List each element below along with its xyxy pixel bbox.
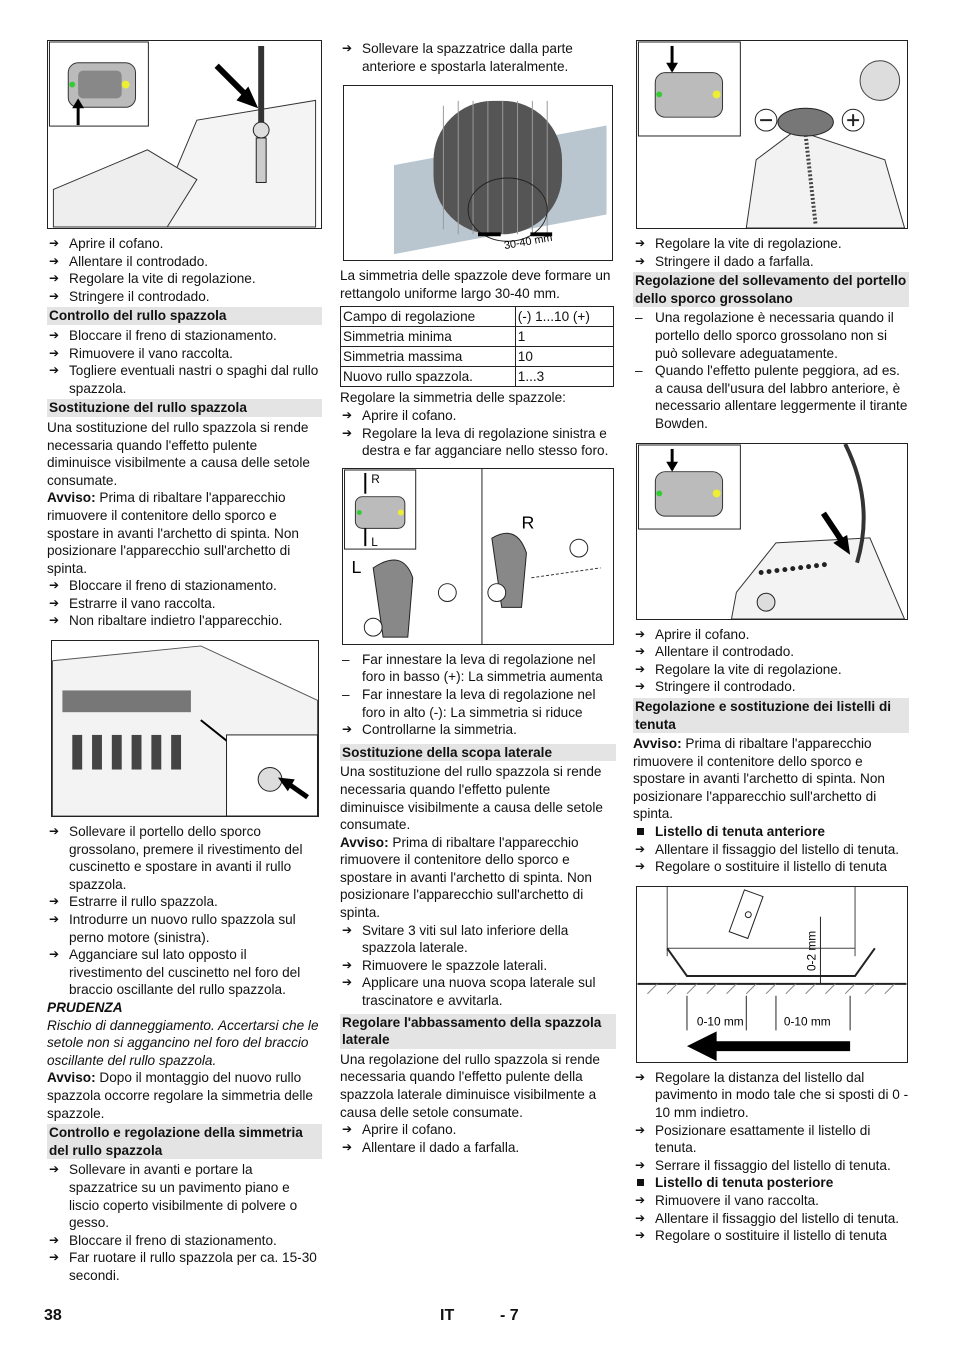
wing-nut-illustration: [637, 41, 907, 228]
steps-list-2: [47, 327, 322, 397]
section-heading: Sostituzione del rullo spazzola: [47, 399, 322, 417]
step: ➔ Regolare la distanza del listello dal pavimento in modo tale che si sposti di 0 - 10 mm indietro.: [633, 1069, 909, 1122]
left-mini-label: L: [371, 534, 378, 549]
step: ➔ Bloccare il freno di stazionamento.: [47, 577, 322, 595]
notice-text: Prima di ribaltare l'apparecchio rimuovere il contenitore dello sporco e spostare in avanti l'archetto di spinta. Non posizionare l'apparecchio sull'archetto di spinta.: [47, 490, 299, 576]
steps-list-2: [340, 407, 616, 460]
notice-paragraph: [340, 834, 616, 922]
column-right: [633, 40, 909, 1245]
step: ➔ Bloccare il freno di stazionamento.: [47, 1232, 322, 1250]
table-cell: 1...3: [515, 367, 613, 387]
table-cell: 10: [515, 347, 613, 367]
steps-list-4: [47, 823, 322, 999]
brush-pattern-illustration: [344, 86, 612, 260]
section-heading: Regolare l'abbassamento della spazzola laterale: [340, 1014, 616, 1049]
notice-label: Avviso:: [633, 736, 682, 752]
step: ➔ Regolare la leva di regolazione sinistra e destra e far agganciare nello stesso foro.: [340, 425, 616, 460]
section-heading: Controllo e regolazione della simmetria del rullo spazzola: [47, 1124, 322, 1159]
step: ➔ Stringere il controdado.: [47, 288, 322, 306]
figure-brush-roller: [51, 640, 319, 817]
right-mini-label: R: [371, 471, 380, 486]
step: ➔ Far ruotare il rullo spazzola per ca. 15-30 secondi.: [47, 1249, 322, 1284]
bowden-illustration: [637, 444, 907, 619]
step: ➔ Sollevare in avanti e portare la spazzatrice su un pavimento piano e liscio coperto visibilmente di polvere o gesso.: [47, 1161, 322, 1231]
step: ➔ Rimuovere il vano raccolta.: [633, 1192, 909, 1210]
height-gap-label: 0-2 mm: [804, 930, 819, 971]
notice-paragraph: [47, 1069, 322, 1122]
sealing-strip-illustration: [637, 887, 907, 1062]
figure-sealing-strip: [636, 886, 908, 1063]
figure-adjust-screw: [47, 40, 322, 229]
dash-item: – Far innestare la leva di regolazione nel foro in alto (-): La simmetria si riduce: [340, 686, 616, 721]
step: ➔ Regolare la vite di regolazione.: [633, 661, 909, 679]
gap-label-left: 0-10 mm: [696, 1014, 744, 1029]
step: ➔ Aprire il cofano.: [340, 1121, 616, 1139]
step: ➔ Togliere eventuali nastri o spaghi dal rullo spazzola.: [47, 362, 322, 397]
step: ➔ Aprire il cofano.: [340, 407, 616, 425]
steps-list-2: [633, 626, 909, 696]
caution-text: Rischio di danneggiamento. Accertarsi che le setole non si aggancino nel foro del braccio oscillante del rullo spazzola.: [47, 1017, 319, 1068]
step: ➔ Regolare la vite di regolazione.: [633, 235, 909, 253]
steps-list-1: [340, 40, 616, 75]
step: ➔ Regolare o sostituire il listello di tenuta: [633, 1227, 909, 1245]
step: ➔ Allentare il dado a farfalla.: [340, 1139, 616, 1157]
language-code: IT: [440, 1307, 455, 1324]
table-row: [341, 347, 614, 367]
notice-label: Avviso:: [47, 1070, 96, 1086]
table-cell: Simmetria massima: [341, 347, 516, 367]
step: ➔ Svitare 3 viti sul lato inferiore della spazzola laterale.: [340, 922, 616, 957]
step: ➔ Regolare la vite di regolazione.: [47, 270, 322, 288]
step: ➔ Non ribaltare indietro l'apparecchio.: [47, 612, 322, 630]
notice-text: Dopo il montaggio del nuovo rullo spazzola occorre regolare la simmetria delle spazzole.: [47, 1070, 313, 1121]
step: ➔ Applicare una nuova scopa laterale sul trascinatore e avvitarla.: [340, 974, 616, 1009]
steps-list-1: [47, 235, 322, 305]
column-middle: [340, 40, 616, 1156]
steps-list-3: [633, 841, 909, 876]
step: ➔ Sollevare la spazzatrice dalla parte anteriore e spostarla lateralmente.: [340, 40, 616, 75]
steps-list-4: [633, 1069, 909, 1175]
table-cell: 1: [515, 327, 613, 347]
caution-heading: PRUDENZA: [47, 1000, 123, 1015]
section-heading: Regolazione e sostituzione dei listelli di tenuta: [633, 698, 909, 733]
steps-list-4: [340, 922, 616, 1010]
steps-list-3: [47, 577, 322, 630]
steps-list-5: [340, 1121, 616, 1156]
brush-roller-illustration: [52, 641, 318, 816]
table-row: [341, 367, 614, 387]
dash-item: – Far innestare la leva di regolazione nel foro in basso (+): La simmetria aumenta: [340, 651, 616, 686]
subheading-front-strip: Listello di tenuta anteriore: [633, 823, 909, 841]
figure-bowden-cable: [636, 443, 908, 620]
figure-brush-pattern: [343, 85, 613, 261]
paragraph: Una sostituzione del rullo spazzola si rende necessaria quando l'effetto pulente diminuisce visibilmente a causa delle setole consumate.: [340, 764, 603, 833]
paragraph: La simmetria delle spazzole deve formare un rettangolo uniforme largo 30-40 mm.: [340, 268, 611, 301]
step: ➔ Aprire il cofano.: [633, 626, 909, 644]
step: ➔ Allentare il controdado.: [633, 643, 909, 661]
paragraph: Regolare la simmetria delle spazzole:: [340, 390, 566, 406]
step: ➔ Estrarre il vano raccolta.: [47, 595, 322, 613]
step: ➔ Estrarre il rullo spazzola.: [47, 893, 322, 911]
dash-list-1: [633, 309, 909, 432]
figure-wing-nut: [636, 40, 908, 229]
step: ➔ Rimuovere le spazzole laterali.: [340, 957, 616, 975]
steps-list-5: [633, 1192, 909, 1245]
step: ➔ Controllarne la simmetria.: [340, 721, 616, 739]
steps-list-1: [633, 235, 909, 270]
step: ➔ Stringere il dado a farfalla.: [633, 253, 909, 271]
notice-paragraph: [633, 735, 909, 823]
step: ➔ Rimuovere il vano raccolta.: [47, 345, 322, 363]
steps-list-3: [340, 721, 616, 739]
dash-item: – Quando l'effetto pulente peggiora, ad es. a causa dell'usura del labbro anteriore, è necessario allentare leggermente il tirante Bowden.: [633, 362, 909, 432]
dash-item: – Una regolazione è necessaria quando il portello dello sporco grossolano non si può sollevare adeguatamente.: [633, 309, 909, 362]
left-side-label: L: [351, 556, 362, 577]
table-row: [341, 327, 614, 347]
brush-width-label: 30-40 mm: [503, 231, 554, 253]
step: ➔ Stringere il controdado.: [633, 678, 909, 696]
step: ➔ Allentare il fissaggio del listello di tenuta.: [633, 841, 909, 859]
step: ➔ Agganciare sul lato opposto il rivestimento del cuscinetto nel foro del braccio oscillante del rullo spazzola.: [47, 946, 322, 999]
step: ➔ Serrare il fissaggio del listello di tenuta.: [633, 1157, 909, 1175]
step: ➔ Sollevare il portello dello sporco grossolano, premere il rivestimento del cuscinetto e spostare in avanti il rullo spazzola.: [47, 823, 322, 893]
machine-illustration: [48, 41, 321, 228]
notice-text: Prima di ribaltare l'apparecchio rimuovere il contenitore dello sporco e spostare in avanti l'archetto di spinta. Non posizionare l'apparecchio sull'archetto di spinta.: [633, 736, 885, 822]
step: ➔ Introdurre un nuovo rullo spazzola sul perno motore (sinistra).: [47, 911, 322, 946]
sub-page-number: - 7: [500, 1307, 519, 1324]
subheading-rear-strip: Listello di tenuta posteriore: [633, 1174, 909, 1192]
step: ➔ Regolare o sostituire il listello di tenuta: [633, 858, 909, 876]
step: ➔ Aprire il cofano.: [47, 235, 322, 253]
step: ➔ Allentare il controdado.: [47, 253, 322, 271]
section-heading: Regolazione del sollevamento del portello dello sporco grossolano: [633, 272, 909, 307]
notice-text: Prima di ribaltare l'apparecchio rimuovere il contenitore dello sporco e spostare in avanti l'archetto di spinta. Non posizionare l'apparecchio sull'archetto di spinta.: [340, 834, 592, 921]
dash-list-1: [340, 651, 616, 721]
right-side-label: R: [521, 512, 535, 533]
symmetry-table: [340, 306, 614, 387]
step: ➔ Bloccare il freno di stazionamento.: [47, 327, 322, 345]
table-row: [341, 307, 614, 327]
column-left: [47, 40, 322, 1285]
lever-illustration: [343, 469, 613, 644]
table-cell: Nuovo rullo spazzola.: [341, 367, 516, 387]
notice-label: Avviso:: [340, 834, 389, 850]
section-heading: Controllo del rullo spazzola: [47, 307, 322, 325]
gap-label-right: 0-10 mm: [783, 1014, 831, 1029]
paragraph: Una sostituzione del rullo spazzola si rende necessaria quando l'effetto pulente diminuisce visibilmente a causa delle setole consumate.: [47, 419, 310, 488]
paragraph: Una regolazione del rullo spazzola si rende necessaria quando l'effetto pulente della spazzola laterale diminuisce visibilmente a causa delle setole consumate.: [340, 1051, 600, 1120]
table-cell: Campo di regolazione: [341, 307, 516, 327]
step: ➔ Posizionare esattamente il listello di tenuta.: [633, 1122, 909, 1157]
section-heading: Sostituzione della scopa laterale: [340, 744, 616, 762]
table-cell: (-) 1...10 (+): [515, 307, 613, 327]
figure-adjust-lever: [342, 468, 614, 645]
page-number: 38: [44, 1307, 62, 1324]
notice-paragraph: [47, 489, 322, 577]
step: ➔ Allentare il fissaggio del listello di tenuta.: [633, 1210, 909, 1228]
notice-label: Avviso:: [47, 490, 96, 506]
steps-list-5: [47, 1161, 322, 1284]
table-cell: Simmetria minima: [341, 327, 516, 347]
